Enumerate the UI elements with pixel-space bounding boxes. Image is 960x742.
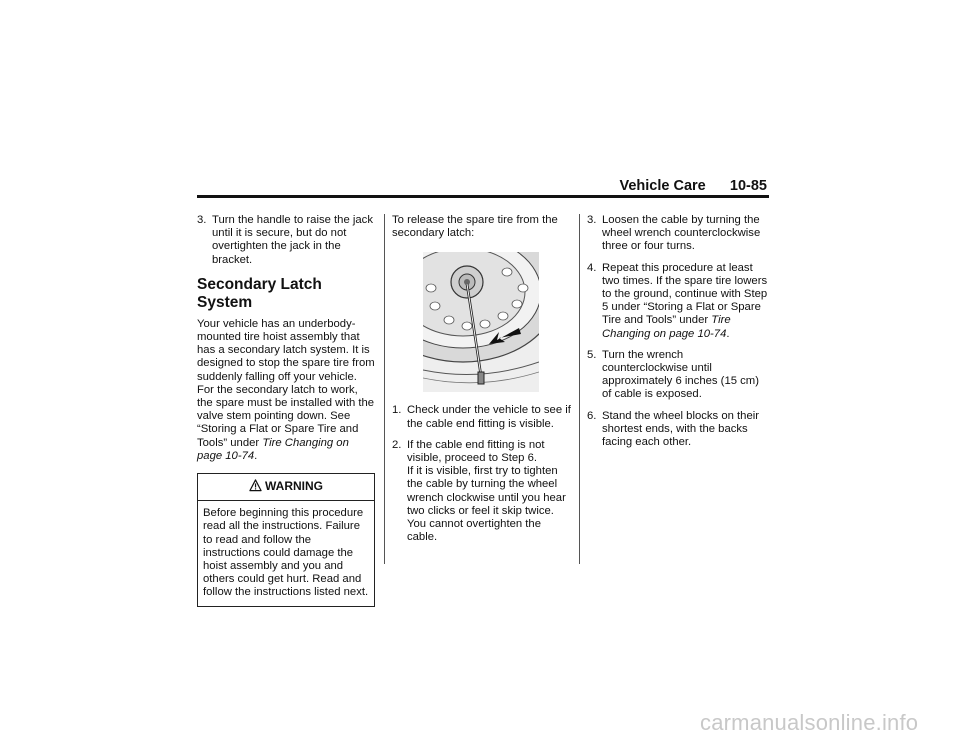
section-title: Vehicle Care <box>619 178 706 194</box>
spare-tire-drawing <box>423 252 539 392</box>
paragraph-text: Your vehicle has an underbody-mounted tire hoist assembly that has a secondary latch system. It is designed to stop the spare tire from suddenly falling off your vehicle. For the secondary latch to work, the spare must be installed with the valve stem pointing down. See “Storing a Flat or Spare Tire and Tools” under <box>197 317 375 449</box>
column-1 <box>197 214 375 607</box>
warning-label: WARNING <box>265 479 323 494</box>
step-1 <box>392 404 572 430</box>
step-text: Turn the wrench counterclockwise until approximately 6 inches (15 cm) of cable is exposed. <box>602 348 759 401</box>
warning-title <box>198 474 374 501</box>
step-text: Turn the handle to raise the jack until it is secure, but do not overtighten the jack in the bracket. <box>212 214 373 266</box>
step-3-jack <box>197 214 375 267</box>
step-number: 3. <box>587 214 597 226</box>
step-subtext: If it is visible, first try to tighten the cable by turning the wheel wrench clockwise until you hear two clicks or feel it skip twice. You cannot overtighten the cable. <box>407 465 566 544</box>
step-2 <box>392 439 572 545</box>
header-rule <box>197 195 769 198</box>
column-divider <box>579 214 580 564</box>
step-number: 3. <box>197 214 207 226</box>
page-number: 10-85 <box>729 178 767 194</box>
column-3 <box>587 214 769 457</box>
step-text: If the cable end fitting is not visible, proceed to Step 6. <box>407 438 545 465</box>
column-2 <box>392 214 572 552</box>
step-5 <box>587 349 769 402</box>
warning-triangle-icon <box>249 479 262 492</box>
section-heading: Secondary Latch System <box>197 275 322 311</box>
step-text: Stand the wheel blocks on their shortest ends, with the backs facing each other. <box>602 409 759 449</box>
step-number: 4. <box>587 261 597 274</box>
cross-reference: Tire Changing on page 10-74 <box>197 436 349 462</box>
step-3-loosen <box>587 214 769 254</box>
intro-text: To release the spare tire from the secondary latch: <box>392 214 558 240</box>
step-text <box>602 262 769 341</box>
cross-reference: Tire Changing on page 10-74 <box>602 314 731 340</box>
step-lead: Repeat this procedure at least two times. If the spare tire lowers to the ground, continue with Step 5 under “Storing a Flat or Spare Tire and Tools” under <box>602 261 768 327</box>
step-number: 2. <box>392 438 402 451</box>
step-6 <box>587 410 769 450</box>
step-number: 6. <box>587 409 597 422</box>
step-number: 5. <box>587 348 597 361</box>
page-header <box>197 178 769 195</box>
header-text <box>619 178 767 194</box>
warning-box <box>197 473 375 607</box>
step-end: . <box>726 327 730 340</box>
step-4 <box>587 262 769 341</box>
latch-paragraph <box>197 318 375 463</box>
watermark: carmanualsonline.info <box>700 710 919 735</box>
column-divider <box>384 214 385 564</box>
paragraph-end: . <box>254 449 258 462</box>
step-number: 1. <box>392 404 402 417</box>
warning-text: Before beginning this procedure read all the instructions. Failure to read and follow the instructions could damage the hoist assembly and you and others could get hurt. Read and follow the instructions listed next. <box>203 507 369 599</box>
spare-tire-illustration <box>423 252 539 392</box>
step-text: Loosen the cable by turning the wheel wrench counterclockwise three or four turns. <box>602 214 761 253</box>
step-text: Check under the vehicle to see if the cable end fitting is visible. <box>407 404 571 430</box>
